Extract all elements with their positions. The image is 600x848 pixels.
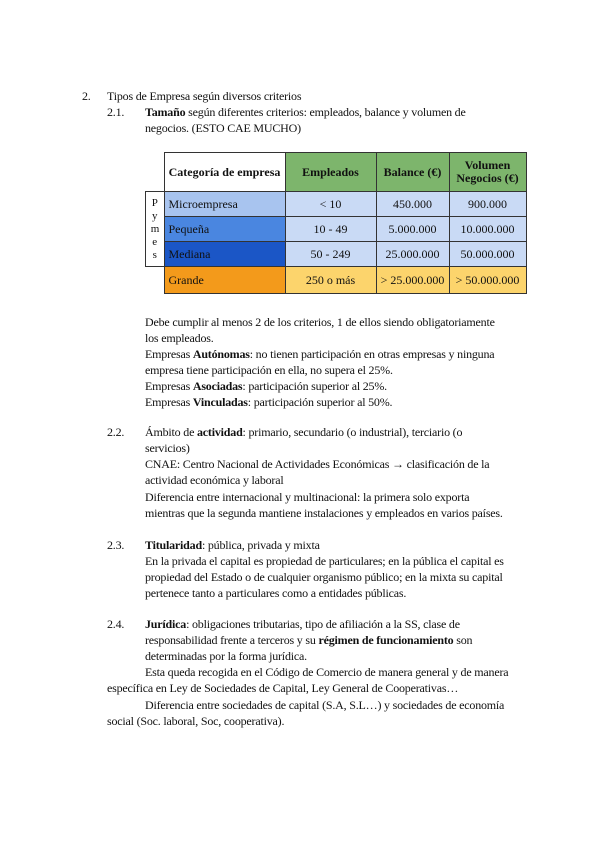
company-size-table [145,152,527,294]
subsection-heading: Jurídica: obligaciones tributarias, tipo de afiliación a la SS, clase de [145,617,460,631]
text-line: actividad económica y laboral [145,473,284,487]
text-line: los empleados. [145,331,214,345]
table-row [146,242,527,267]
text-line: propiedad del Estado o de cualquier organismo público; en la mixta su capital [145,570,503,584]
cell: 250 o más [285,267,376,294]
col-header: Volumen Negocios (€) [449,153,526,192]
col-header: Categoría de empresa [164,153,285,192]
table-row [146,192,527,217]
text-line: determinadas por la forma jurídica. [145,649,307,663]
cell: > 25.000.000 [376,267,449,294]
table-row [146,217,527,242]
cell-category: Pequeña [164,217,285,242]
section-title: Tipos de Empresa según diversos criterios [107,89,302,103]
text-line: CNAE: Centro Nacional de Actividades Económicas → clasificación de la [145,457,490,471]
subsection-number: 2.1. [107,105,125,119]
cell: 5.000.000 [376,217,449,242]
subsection-number: 2.2. [107,425,125,439]
table-row [146,267,527,294]
text-line: específica en Ley de Sociedades de Capital, Ley General de Cooperativas… [107,681,459,695]
cell: < 10 [285,192,376,217]
cell: 10 - 49 [285,217,376,242]
text-line: empresa tiene participación en ella, no supera el 25%. [145,363,393,377]
cell: 50.000.000 [449,242,526,267]
text-line: pertenece tanto a particulares como a entidades públicas. [145,586,407,600]
text-line: Diferencia entre sociedades de capital (S.A, S.L…) y sociedades de economía [145,698,505,712]
subsection-heading [145,104,466,120]
pymes-cell [146,192,165,267]
cell: 10.000.000 [449,217,526,242]
cell-category: Grande [164,267,285,294]
text-line: Empresas Asociadas: participación superior al 25%. [145,379,387,393]
subsection-number: 2.4. [107,617,125,631]
cell-category: Microempresa [164,192,285,217]
subsection-heading: Ámbito de actividad: primario, secundario (o industrial), terciario (o [145,425,463,439]
text-line: En la privada el capital es propiedad de particulares; en la pública el capital es [145,554,504,568]
col-header: Empleados [285,153,376,192]
heading-bold: Tamaño [145,105,186,119]
text-line: Debe cumplir al menos 2 de los criterios, 1 de ellos siendo obligatoriamente [145,315,495,329]
cell: > 50.000.000 [449,267,526,294]
text-line: mientras que la segunda mantiene instalaciones y empleados en varios países. [145,506,503,520]
cell: 450.000 [376,192,449,217]
text-line: social (Soc. laboral, Soc, cooperativa). [107,714,285,728]
subsection-number: 2.3. [107,538,125,552]
cell: 900.000 [449,192,526,217]
pymes-label: Pymes [150,196,160,261]
text-line: negocios. (ESTO CAE MUCHO) [145,121,301,135]
cell-category: Mediana [164,242,285,267]
section-number: 2. [82,89,91,103]
subsection-heading: Titularidad: pública, privada y mixta [145,538,320,552]
text: según diferentes criterios: empleados, balance y volumen de [185,105,466,119]
col-header: Balance (€) [376,153,449,192]
table-header-row [146,153,527,192]
text-line: servicios) [145,441,190,455]
text-line: Empresas Vinculadas: participación superior al 50%. [145,395,393,409]
text-line: responsabilidad frente a terceros y su régimen de funcionamiento son [145,633,473,647]
text-line: Empresas Autónomas: no tienen participación en otras empresas y ninguna [145,347,495,361]
text-line: Diferencia entre internacional y multinacional: la primera solo exporta [145,490,470,504]
cell: 50 - 249 [285,242,376,267]
text-line: Esta queda recogida en el Código de Comercio de manera general y de manera [145,665,509,679]
cell: 25.000.000 [376,242,449,267]
